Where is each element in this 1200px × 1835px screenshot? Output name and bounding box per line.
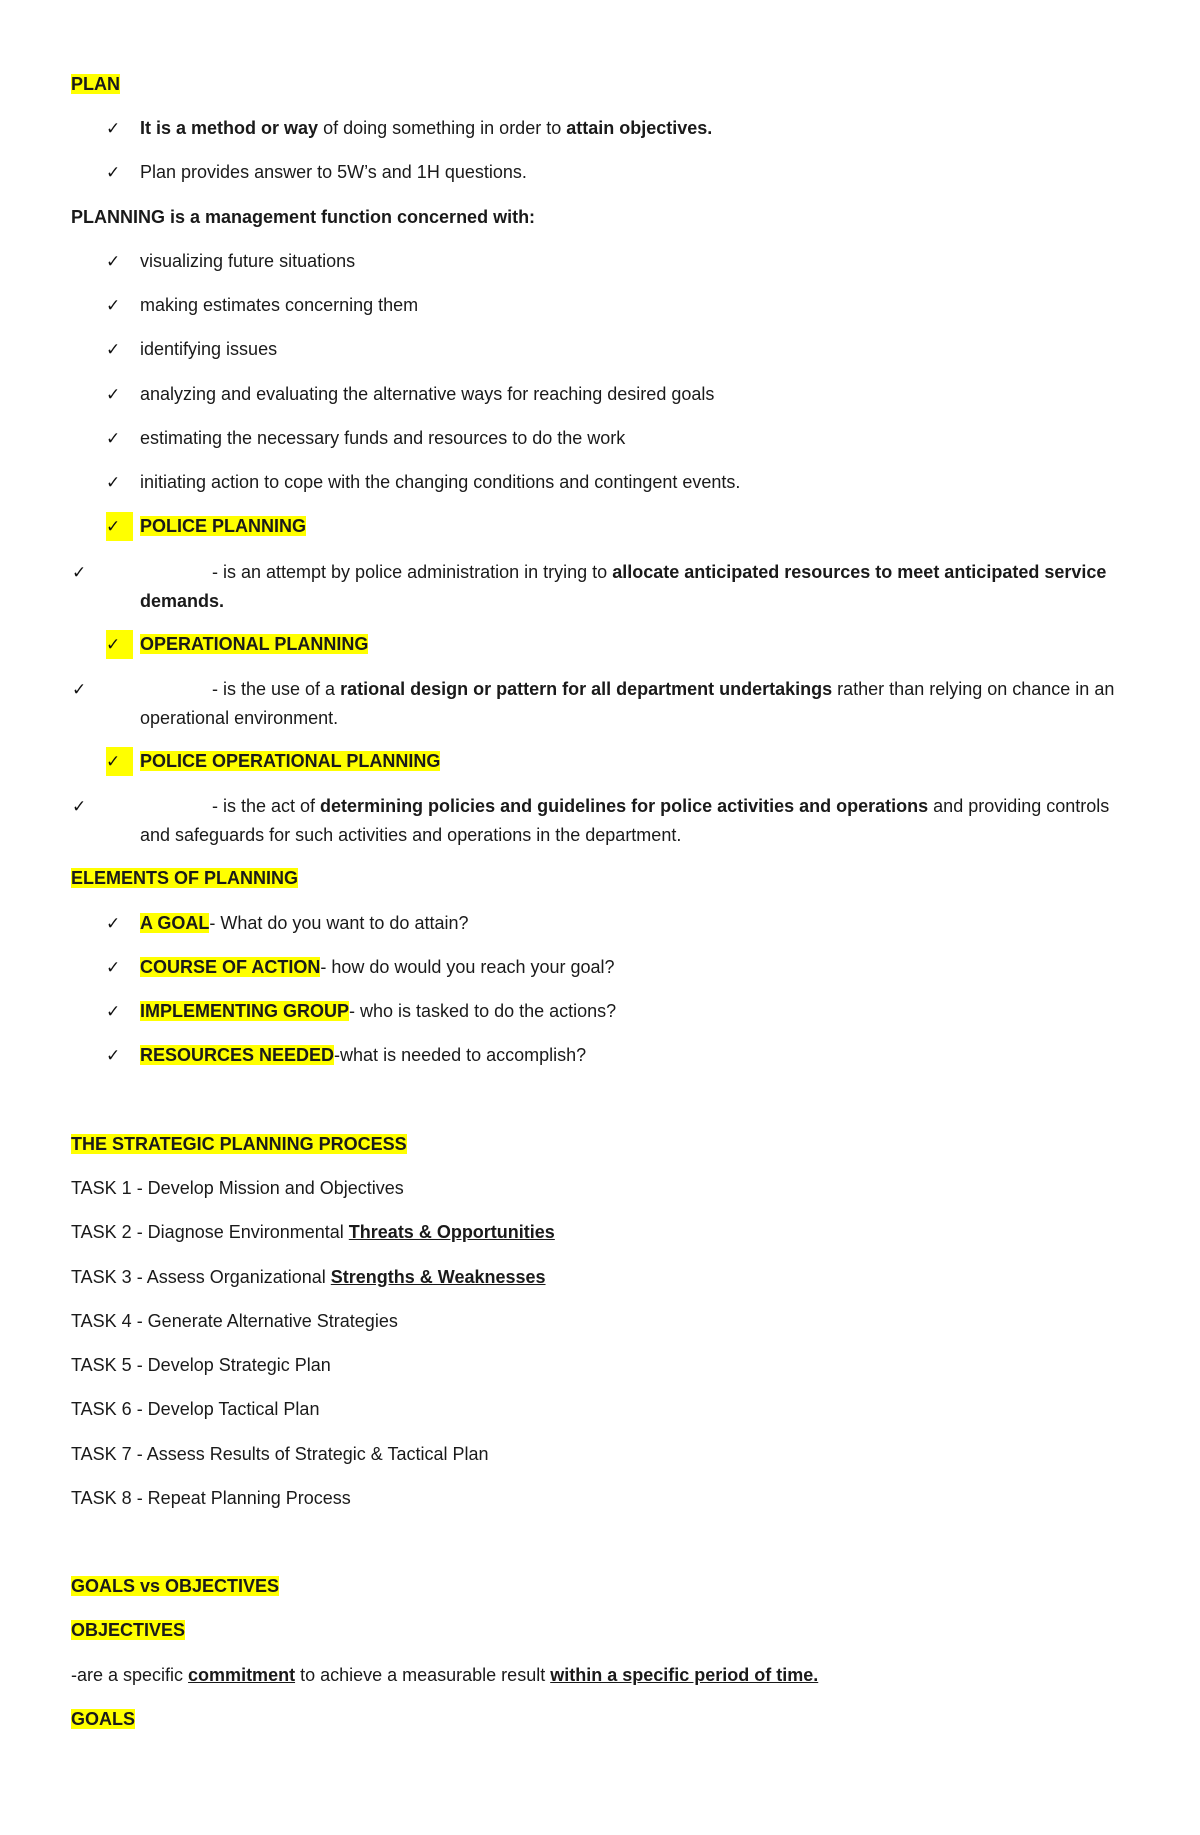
objectives-heading: OBJECTIVES — [71, 1620, 186, 1640]
checkmark-icon: ✓ — [106, 296, 121, 315]
task-8: TASK 8 - Repeat Planning Process — [71, 1488, 351, 1508]
checkmark-icon: ✓ — [106, 1046, 121, 1065]
goals-vs-objectives-heading: GOALS vs OBJECTIVES — [71, 1576, 280, 1596]
checkmark-icon: ✓ — [106, 119, 121, 138]
planning-item: ✓ analyzing and evaluating the alternative ways for reaching desired goals — [106, 380, 1140, 409]
checkmark-icon: ✓ — [72, 797, 87, 816]
planning-item: ✓ identifying issues — [106, 335, 1140, 364]
checkmark-icon: ✓ — [106, 914, 121, 933]
checkmark-icon: ✓ — [106, 473, 121, 492]
planning-item: ✓ making estimates concerning them — [106, 291, 1140, 320]
police-planning-definition: ✓ - is an attempt by police administration in trying to allocate anticipated resources to meet anticipated service demands. — [106, 558, 1140, 616]
checkmark-icon: ✓ — [106, 340, 121, 359]
goals-heading: GOALS — [71, 1709, 136, 1729]
checkmark-icon: ✓ — [106, 630, 133, 659]
checkmark-icon: ✓ — [106, 385, 121, 404]
checkmark-icon: ✓ — [106, 747, 133, 776]
plan-bullet-1: ✓ It is a method or way of doing something in order to attain objectives. — [106, 114, 1140, 143]
element-item: ✓ COURSE OF ACTION- how do would you reach your goal? — [106, 953, 1140, 982]
task-3: TASK 3 - Assess Organizational Strengths & Weaknesses — [71, 1267, 546, 1287]
checkmark-icon: ✓ — [106, 252, 121, 271]
police-planning-label: ✓ POLICE PLANNING — [106, 512, 1140, 541]
task-6: TASK 6 - Develop Tactical Plan — [71, 1399, 320, 1419]
checkmark-icon: ✓ — [72, 563, 87, 582]
task-7: TASK 7 - Assess Results of Strategic & Tactical Plan — [71, 1444, 489, 1464]
plan-bullet-2: ✓ Plan provides answer to 5W’s and 1H questions. — [106, 158, 1140, 187]
police-operational-planning-label: ✓ POLICE OPERATIONAL PLANNING — [106, 747, 1140, 776]
planning-item: ✓ estimating the necessary funds and resources to do the work — [106, 424, 1140, 453]
checkmark-icon: ✓ — [106, 512, 133, 541]
elements-heading: ELEMENTS OF PLANNING — [71, 868, 299, 888]
planning-heading: PLANNING is a management function concerned with: — [71, 207, 536, 227]
task-5: TASK 5 - Develop Strategic Plan — [71, 1355, 331, 1375]
element-item: ✓ RESOURCES NEEDED-what is needed to accomplish? — [106, 1041, 1140, 1070]
operational-planning-label: ✓ OPERATIONAL PLANNING — [106, 630, 1140, 659]
police-operational-planning-definition: ✓ - is the act of determining policies and guidelines for police activities and operations and providing controls and safeguards for such activities and operations in the department. — [106, 792, 1140, 850]
planning-item: ✓ initiating action to cope with the changing conditions and contingent events. — [106, 468, 1140, 497]
checkmark-icon: ✓ — [72, 680, 87, 699]
planning-item: ✓ visualizing future situations — [106, 247, 1140, 276]
plan-heading: PLAN — [71, 74, 120, 94]
strategic-heading: THE STRATEGIC PLANNING PROCESS — [71, 1134, 407, 1154]
task-1: TASK 1 - Develop Mission and Objectives — [71, 1178, 404, 1198]
task-2: TASK 2 - Diagnose Environmental Threats & Opportunities — [71, 1222, 555, 1242]
checkmark-icon: ✓ — [106, 1002, 121, 1021]
checkmark-icon: ✓ — [106, 163, 121, 182]
checkmark-icon: ✓ — [106, 958, 121, 977]
task-4: TASK 4 - Generate Alternative Strategies — [71, 1311, 398, 1331]
objectives-definition: -are a specific commitment to achieve a measurable result within a specific period of time. — [71, 1665, 819, 1685]
checkmark-icon: ✓ — [106, 429, 121, 448]
element-item: ✓ A GOAL- What do you want to do attain? — [106, 909, 1140, 938]
operational-planning-definition: ✓ - is the use of a rational design or pattern for all department undertakings rather than relying on chance in an operational environment. — [106, 675, 1140, 733]
element-item: ✓ IMPLEMENTING GROUP- who is tasked to do the actions? — [106, 997, 1140, 1026]
